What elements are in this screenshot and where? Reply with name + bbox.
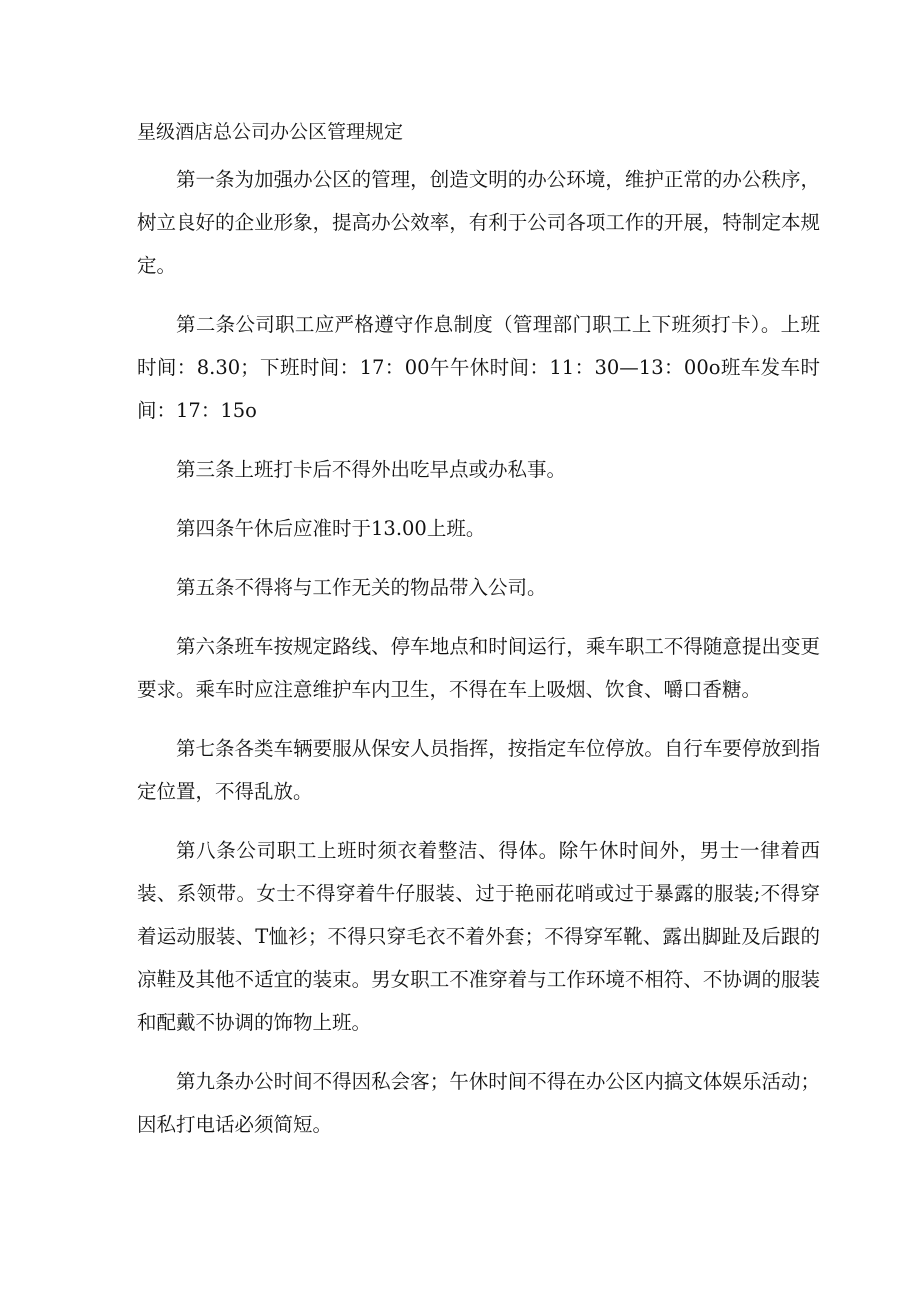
article-5: 第五条不得将与工作无关的物品带入公司。 bbox=[176, 576, 547, 599]
article-9: 第九条办公时间不得因私会客；午休时间不得在办公区内搞文体娱乐活动；因私打电话必须简短。 bbox=[137, 1070, 820, 1136]
document-title: 星级酒店总公司办公区管理规定 bbox=[137, 121, 404, 143]
article-6: 第六条班车按规定路线、停车地点和时间运行，乘车职工不得随意提出变更要求。乘车时应注意维护车内卫生，不得在车上吸烟、饮食、嚼口香糖。 bbox=[137, 635, 820, 701]
article-3: 第三条上班打卡后不得外出吃早点或办私事。 bbox=[176, 458, 567, 481]
article-7: 第七条各类车辆要服从保安人员指挥，按指定车位停放。自行车要停放到指定位置，不得乱放。 bbox=[137, 737, 820, 803]
article-1: 第一条为加强办公区的管理，创造文明的办公环境，维护正常的办公秩序，树立良好的企业形象，提高办公效率，有利于公司各项工作的开展，特制定本规定。 bbox=[137, 168, 820, 277]
article-2: 第二条公司职工应严格遵守作息制度（管理部门职工上下班须打卡）。上班时间：8.30；下班时间：17：00午午休时间：11：30—13：00o班车发车时间：17：15o bbox=[137, 313, 820, 422]
article-8: 第八条公司职工上班时须衣着整洁、得体。除午休时间外，男士一律着西装、系领带。女士不得穿着牛仔服装、过于艳丽花哨或过于暴露的服装;不得穿着运动服装、T恤衫；不得只穿毛衣不着外套；不得穿军靴、露出脚趾及后跟的凉鞋及其他不适宜的装束。男女职工不准穿着与工作环境不相符、不协调的服装和配戴不协调的饰物上班。 bbox=[137, 839, 820, 1034]
article-4: 第四条午休后应准时于13.00上班。 bbox=[176, 517, 486, 540]
